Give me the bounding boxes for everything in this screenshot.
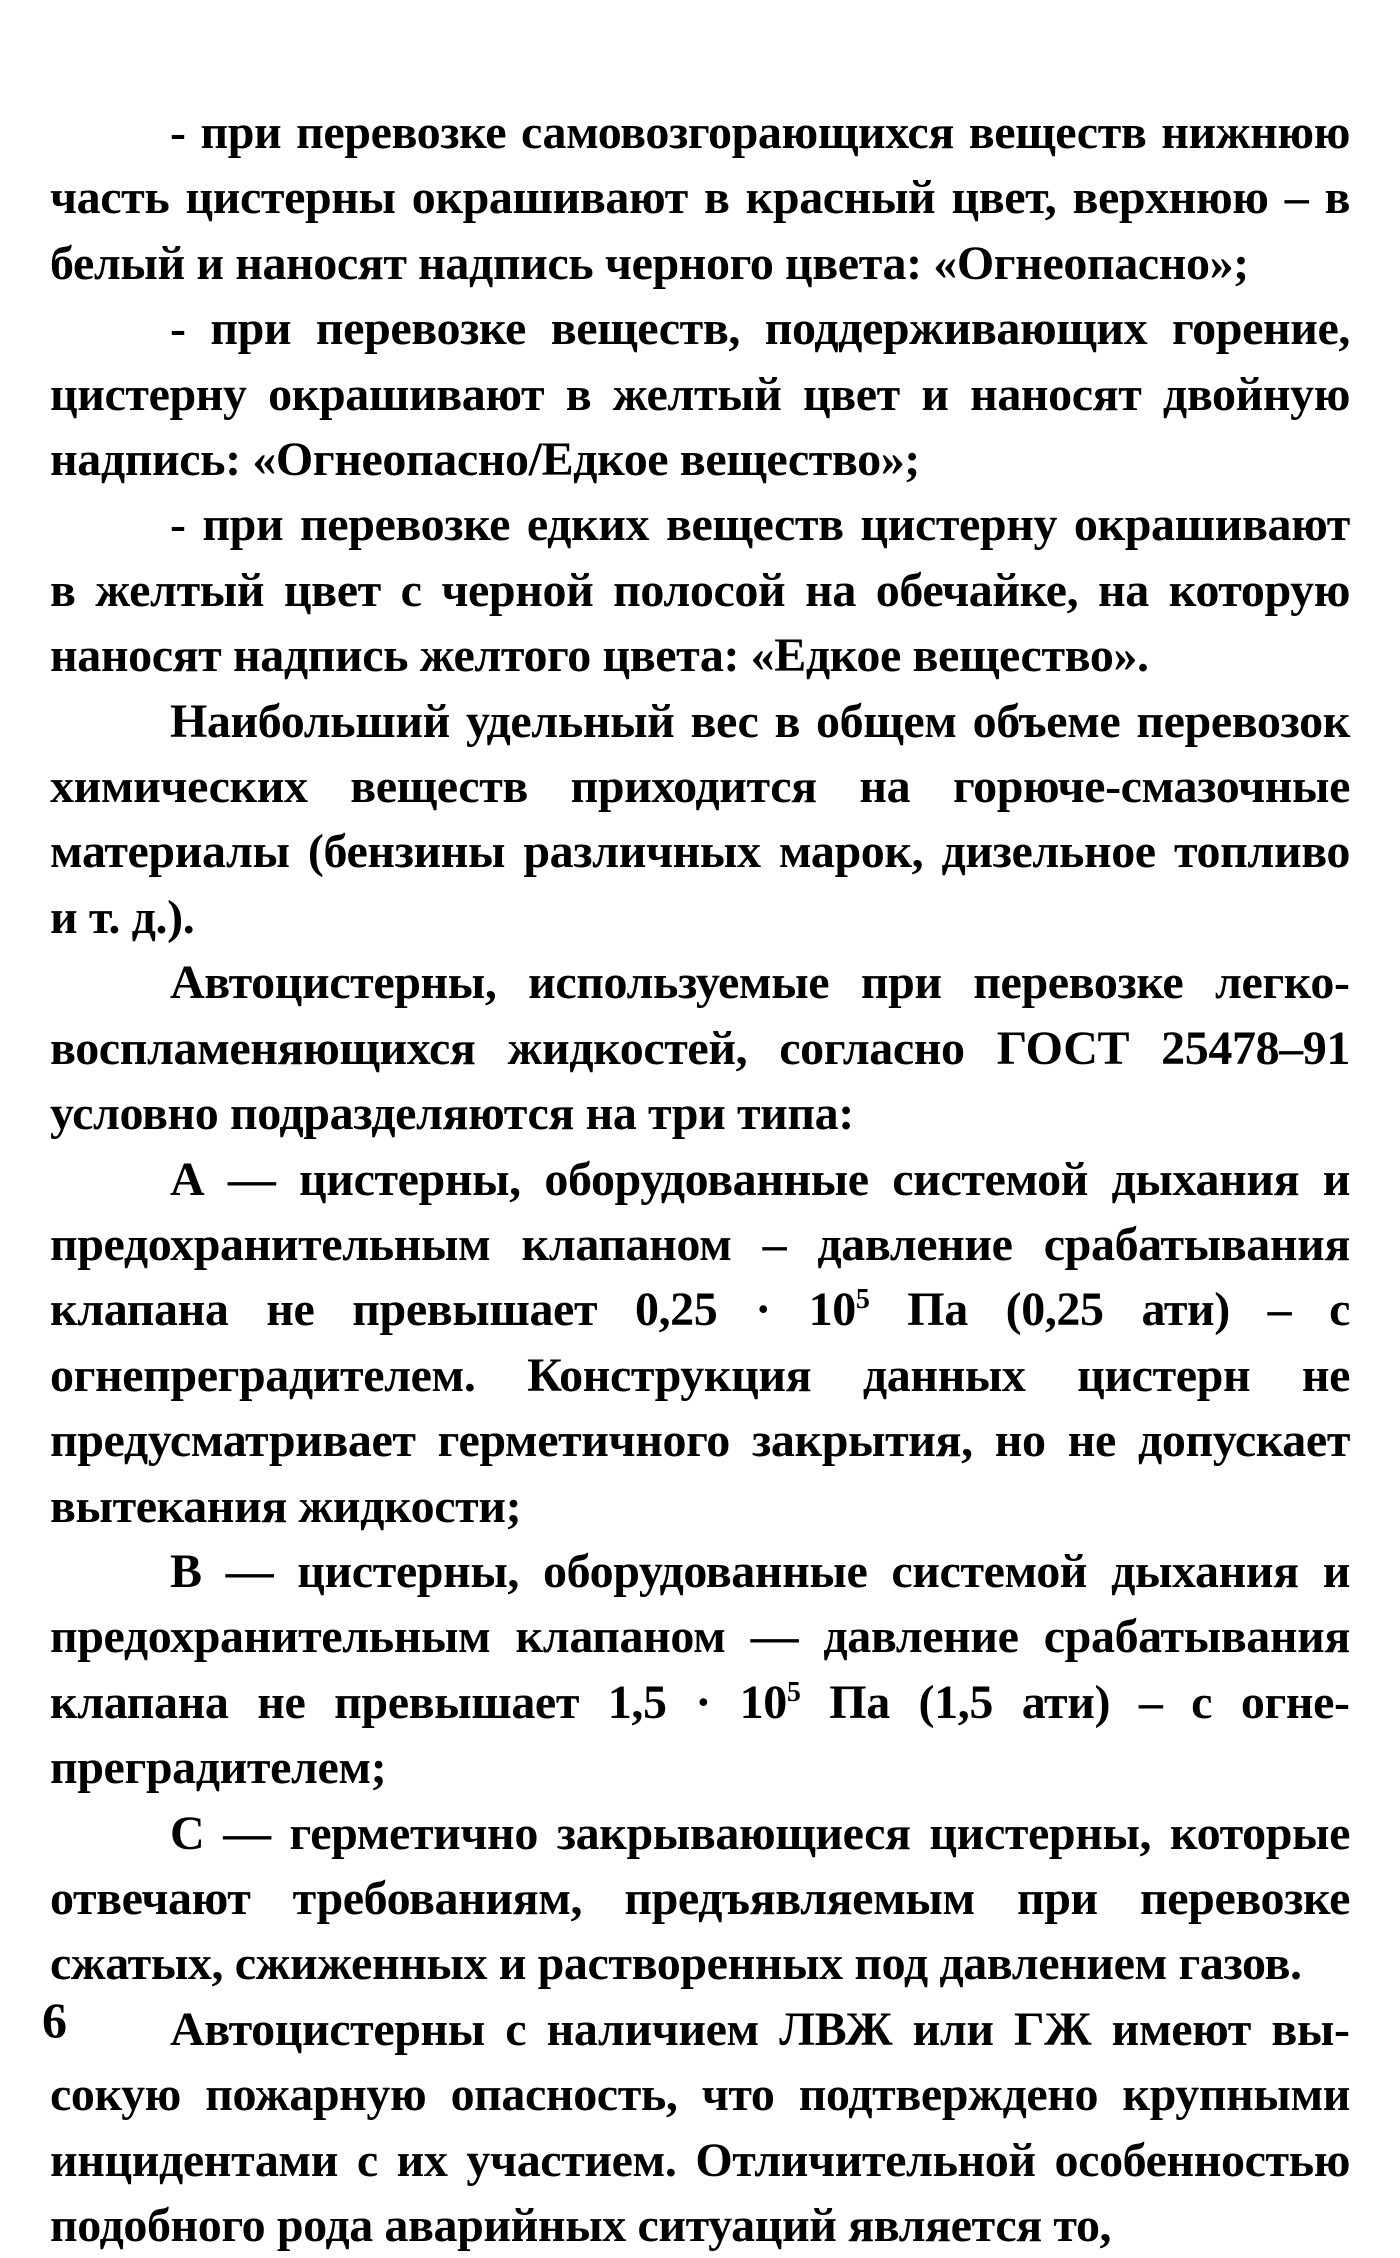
body-text <box>50 100 1350 2258</box>
type-a-exponent: 5 <box>855 1284 870 1316</box>
paragraph-fuel-share: Наибольший удельный вес в общем объеме перевозок химических веществ приходится на горюче-смазочные материалы (бензины различных марок, дизельное топливо и т. д.). <box>50 694 1350 944</box>
type-a-text-after: Па (0,25 ати) – с огнепреградителем. Конструкция данных цистерн не предусматривает герметичного закрытия, но не допускает вытекания жидкости; <box>50 1283 1350 1533</box>
type-b-text-after: Па (1,5 ати) – с огнепреградителем; <box>50 1675 1350 1795</box>
paragraph-fire-hazard: Автоцистерны с наличием ЛВЖ или ГЖ имеют высокую пожарную опасность, что подтверждено крупными инцидентами с их участием. Отличительной особенностью подобного рода аварийных ситуаций является то, <box>50 2002 1350 2252</box>
page-number: 6 <box>42 1992 67 2048</box>
paragraph-tank-types-intro: Автоцистерны, используемые при перевозке легковоспламеняющихся жидкостей, согласно ГОСТ 25478–91 условно подразделяются на три типа: <box>50 956 1350 1141</box>
paragraph-corrosive: - при перевозке едких веществ цистерну окрашивают в желтый цвет с черной полосой на обечайке, на которую наносят надпись желтого цвета: «Едкое вещество». <box>50 498 1350 683</box>
type-b-text-before: В — цистерны, оборудованные системой дыхания и предохранительным клапаном — давление срабатывания клапана не превышает 1,5 · 10 <box>50 1544 1350 1729</box>
paragraph-type-c: С — герметично закрывающиеся цистерны, которые отвечают требованиям, предъявляемым при перевозке сжатых, сжиженных и растворенных под давлением газов. <box>50 1806 1350 1991</box>
paragraph-self-igniting: - при перевозке самовозгорающихся веществ нижнюю часть цистерны окрашивают в красный цвет, верхнюю – в белый и наносят надпись черного цвета: «Огнеопасно»; <box>50 106 1350 290</box>
type-b-exponent: 5 <box>786 1676 801 1708</box>
paragraph-type-a <box>50 1147 1350 1539</box>
paragraph-type-b <box>50 1539 1350 1801</box>
paragraph-combustion-supporting: - при перевозке веществ, поддерживающих горение, цистерну окрашивают в желтый цвет и наносят двойную надпись: «Огнеопасно/Едкое вещество»; <box>50 302 1350 487</box>
type-a-text-before: А — цистерны, оборудованные системой дыхания и предохранительным клапаном – давление срабатывания клапана не превышает 0,25 · 10 <box>50 1152 1350 1337</box>
